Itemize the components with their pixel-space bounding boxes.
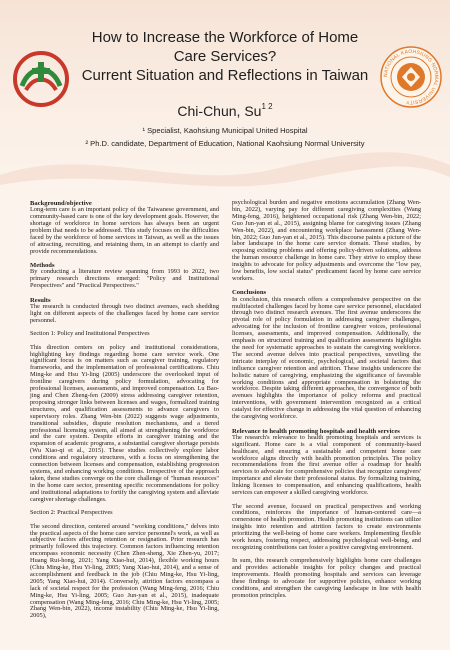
right-column (232, 200, 421, 607)
relevance-text-3: In sum, this research comprehensively highlights home care challenges and provides actionable insights for policy changes and practical improvements. Health promoting hospitals and services can leverage these findings to advocate for supportive policies, enhance working conditions, and strengthen the caregiving landscape in line with health promotion principles. (232, 557, 421, 599)
author-name: Chi-Chun, Su (177, 103, 262, 119)
relevance-heading: Relevance to health promoting hospitals and health services (232, 427, 400, 435)
author-affiliation-marks: 1 2 (261, 102, 273, 111)
conclusions-text: In conclusion, this research offers a comprehensive perspective on the multifaceted challenges faced by home care service personnel, elucidated through two distinct research avenues. The first avenue underscores the pivotal role of policy formulation in addressing caregiver challenges, advocating for the inclusion of frontline caregiver voices, professional licenses, assessments, and improved compensation. Additionally, the emphasis on structured training and qualification assessments highlights the need for systematic approaches to sustain the caregiving workforce. The second avenue delves into practical perspectives, unveiling the intricate interplay of economic, psychological, and societal factors that influence caregiver retention and attrition. These insights underscore the holistic nature of caregiving, emphasizing the significance of favorable working conditions and appropriate compensation in bolstering the workforce. Despite taking different approaches, the convergence of both avenues highlights the importance of policy reforms and practical interventions, with government intervention recognized as a critical catalyst for effective change in addressing the vital question of enhancing the caregiving workforce. (232, 295, 421, 421)
results-text: The research is conducted through two distinct avenues, each shedding light on different aspects of the challenges faced by home care service personnel. (30, 302, 219, 324)
relevance-text-2: The second avenue, focused on practical perspectives and working conditions, reinforces the importance of human-centered care—a cornerstone of health promotion. Health promoting institutions can utilize insights into retention and attrition factors to create environments prioritizing the well-being of home care workers. Implementing flexible work hours, fostering respect, addressing psychological well-being, and recognizing contributions can foster a positive caregiving environment. (232, 502, 421, 551)
results-heading: Results (30, 296, 51, 304)
title-line-1: How to Increase the Workforce of Home (91, 29, 359, 46)
section2-title: Section 2: Practical Perspectives (30, 509, 113, 517)
affiliation-2: ² Ph.D. candidate, Department of Education, National Kaohsiung Normal University (85, 139, 365, 148)
section1-text: This direction centers on policy and institutional considerations, highlighting key findings regarding home care service work. One significant focus is on matters such as caregiver training, regulatory frameworks, and the implementation of professional certifications. Chiu Ming-ke and Hsu Yi-ling (2005) underscore the overlooked input of frontline caregivers during policy formulation, advocating for professional licenses, assessments, and improved compensation. Lu Bao-jing and Chen Zheng-fen (2009) stress addressing caregiver retention, proposing stronger links between licenses and wages, formalized training structures, and qualification assessments to advance caregivers to supervisory roles. Zhang Wen-bin (2022) suggests wage adjustments, transitional subsidies, dispute resolution mechanisms, and a tiered professional licensing system, all aimed at strengthening the workforce and the care system. Despite efforts in caregiver training and the expansion of academic programs, a substantial caregiver shortage persists (Wu Xiao-qi et al., 2015). These studies collectively explore labor conditions and regulatory structures, with a focus on strengthening the connection between licenses and compensation, establishing progression systems, and enhancing working conditions. Irrespective of the approach taken, these studies converge on the core challenge of "human resources" in the home care sector, presenting specific recommendations for policy and institutional adaptations to fortify the caregiving system and alleviate caregiver shortage challenges. (30, 343, 219, 503)
seal-ring-text: NATIONAL KAOHSIUNG NORMAL UNIVERSITY (382, 48, 440, 106)
title-line-2: Care Services? (173, 48, 277, 65)
poster-header (0, 28, 450, 85)
relevance-text-1: The research's relevance to health promoting hospitals and services is significant. Home care is a vital component of community-based healthcare, and ensuring a sustainable and competent home care workforce aligns directly with health promotion principles. The policy recommendations from the first avenue offer a roadmap for health services to advocate for comprehensive policies that recognize caregivers' importance and elevate their professional status. By formalizing training, linking licenses to compensation, and enhancing qualifications, health services can empower a skilled caregiving workforce. (232, 433, 421, 497)
continued-text: psychological burden and negative emotions accumulation (Zhang Wen-bin, 2022), varying pay for different caregiving complexities (Wang Ming-feng, 2016), heightened occupational risk (Zhang Wen-bin, 2022; Guo Jun-yan et al., 2015), assigning blame for caregiving issues (Zhang Wen-bin, 2022), and encountering workplace harassment (Zhang Wen-bin, 2022; Guo Jun-yan et al., 2015). This discourse paints a picture of the labor landscape in the home care service domain. These studies, by exposing existing problems and offering policy-driven solutions, address the human resource challenge in home care. They strive to employ these insights to advocate for policy adjustments and overcome the "low pay, low benefits, low social status" predicament faced by home care service workers. (232, 199, 421, 282)
title-line-3: Current Situation and Reflections in Taiwan (81, 67, 369, 84)
conclusions-heading: Conclusions (232, 289, 267, 297)
methods-text: By conducting a literature review spanning from 1993 to 2022, two primary research directions emerged: "Policy and Institutional Perspectives" and "Practical Perspectives." (30, 268, 219, 290)
methods-heading: Methods (30, 262, 55, 270)
section2-text: The second direction, centered around "working conditions," delves into the practical aspects of the home care service personnel's work, as well as subjective factors affecting retention or resignation. Prior research has primarily followed this trajectory. Common factors influencing retention encompass economic necessity (Chen Zhen-sheng, Xie Zhen-yu, 2017; Huang Rui-hong, 2021; Yang Xiao-hui, 2014), flexible working hours (Chiu Ming-ke, Hsu Yi-ling, 2005; Yang Xiao-hui, 2014), and a sense of accomplishment and feedback in the job (Chiu Ming-ke, Hsu Yi-ling, 2005; Yang Xiao-hui, 2014). Conversely, attrition factors encompass a lack of societal respect for the profession (Wang Ming-feng, 2016; Chiu Ming-ke, Hsu Yi-ling, 2005; Guo Jun-yan et al., 2015), inadequate compensation (Wang Ming-feng, 2016; Chiu Ming-ke, Hsu Yi-ling, 2005; Zhang Wen-bin, 2022), income instability (Chiu Ming-ke, Hsu Yi-ling, 2005), (30, 522, 219, 620)
affiliation-1: ¹ Specialist, Kaohsiung Municipal United Hospital (142, 126, 308, 135)
section1-title: Section 1: Policy and Institutional Perspectives (30, 330, 150, 338)
left-column (30, 200, 219, 627)
background-heading: Background/objective (30, 200, 92, 207)
background-text: Long-term care is an important policy of the Taiwanese government, and community-based care is one of the key development goals. However, the shortage of workforce in home services has always been an urgent problem that needs to be addressed. This study focuses on the difficulties faced by the workforce of home services in Taiwan, as well as the issues of attracting, recruiting, and retaining them, in an attempt to clarify and provide recommendations. (30, 206, 219, 255)
author (0, 103, 450, 119)
